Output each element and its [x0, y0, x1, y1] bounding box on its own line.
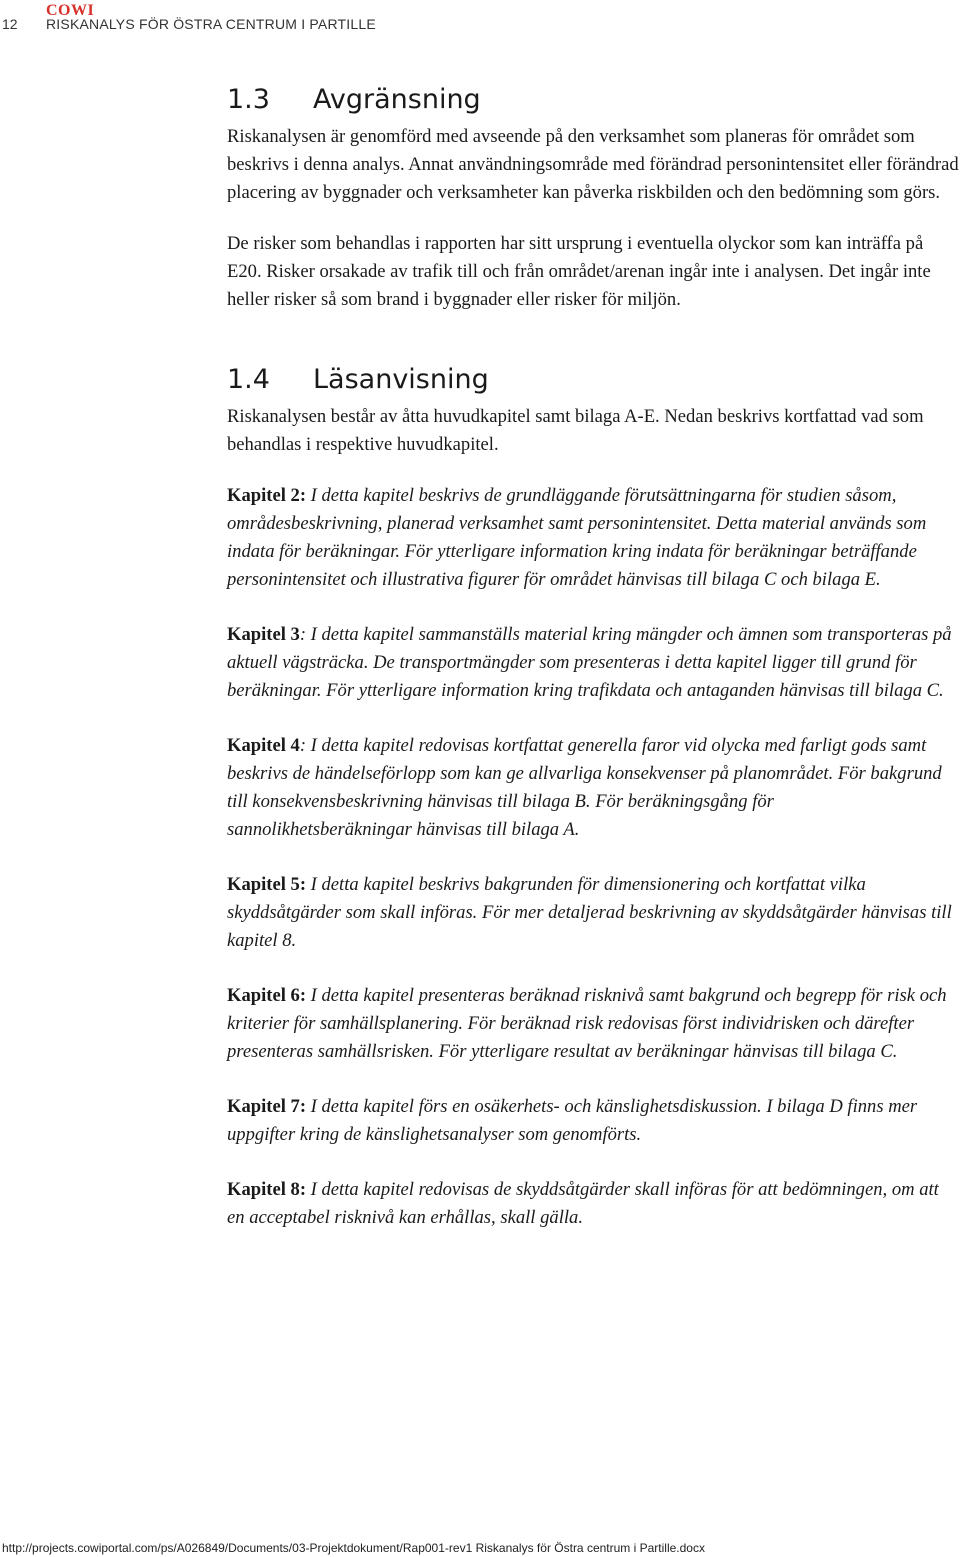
- page-header: [0, 0, 960, 40]
- chapter-label: Kapitel 2:: [227, 485, 307, 506]
- document-body: [227, 84, 960, 1259]
- chapter-summary-5: [227, 871, 960, 955]
- paragraph: De risker som behandlas i rapporten har sitt ursprung i eventuella olyckor som kan inträffa på E20. Risker orsakade av trafik till och från området/arenan ingår inte i analysen. Det ingår inte heller risker så som brand i byggnader eller risker för miljön.: [227, 233, 931, 310]
- chapter-summary-8: [227, 1176, 960, 1232]
- section-number: 1.4: [227, 364, 270, 395]
- section-title: Avgränsning: [313, 84, 481, 115]
- chapter-label: Kapitel 5:: [227, 874, 307, 895]
- chapter-summary-4: [227, 732, 960, 844]
- chapter-summary-6: [227, 982, 960, 1066]
- chapter-label: Kapitel 3: [227, 624, 300, 645]
- chapter-text: I detta kapitel presenteras beräknad risknivå samt bakgrund och begrepp för risk och kriterier för samhällsplanering. För beräknad risk redovisas först individrisken och därefter presenteras samhällsrisken. För ytterligare resultat av beräkningar hänvisas till bilaga C.: [227, 985, 947, 1062]
- section-heading-avgransning: [227, 84, 960, 115]
- paragraph: Riskanalysen är genomförd med avseende på den verksamhet som planeras för området som beskrivs i denna analys. Annat användningsområde med förändrad personintensitet eller förändrad placering av byggnader och verksamheter kan påverka riskbilden och den bedömning som görs.: [227, 126, 959, 203]
- chapter-summary-3: [227, 621, 960, 705]
- section-heading-lasanvisning: [227, 364, 960, 395]
- chapter-text: I detta kapitel redovisas de skyddsåtgärder skall införas för att bedömningen, om att en acceptabel risknivå kan erhållas, skall gälla.: [227, 1179, 939, 1228]
- chapter-label: Kapitel 8:: [227, 1179, 307, 1200]
- chapter-summary-7: [227, 1093, 960, 1149]
- page-number: 12: [2, 16, 18, 32]
- chapter-text: : I detta kapitel redovisas kortfattat generella faror vid olycka med farligt gods samt beskrivs de händelseförlopp som kan ge allvarliga konsekvenser på planområdet. För bakgrund till konsekvensbeskrivning hänvisas till bilaga B. För beräkningsgång för sannolikhetsberäkningar hänvisas till bilaga A.: [227, 735, 942, 840]
- chapter-text: : I detta kapitel sammanställs material kring mängder och ämnen som transporteras på aktuell vägsträcka. De transportmängder som presenteras i detta kapitel ligger till grund för beräkningar. För ytterligare information kring trafikdata och antaganden hänvisas till bilaga C.: [227, 624, 952, 701]
- chapter-text: I detta kapitel beskrivs de grundläggande förutsättningarna för studien såsom, områdesbeskrivning, planerad verksamhet samt personintensitet. Detta material används som indata för beräkningar. För ytterligare information kring indata för beräkningar beträffande personintensitet och illustrativa figurer för området hänvisas till bilaga C och bilaga E.: [227, 485, 927, 590]
- chapter-text: I detta kapitel förs en osäkerhets- och känslighetsdiskussion. I bilaga D finns mer uppgifter kring de känslighetsanalyser som genomförts.: [227, 1096, 918, 1145]
- chapter-label: Kapitel 4: [227, 735, 300, 756]
- document-path-footer: http://projects.cowiportal.com/ps/A026849/Documents/03-Projektdokument/Rap001-rev1 Riskanalys för Östra centrum i Partille.docx: [2, 1541, 705, 1555]
- chapter-label: Kapitel 7:: [227, 1096, 307, 1117]
- chapter-summary-2: [227, 482, 960, 594]
- running-title: RISKANALYS FÖR ÖSTRA CENTRUM I PARTILLE: [46, 16, 376, 32]
- cowi-logo: COWI: [46, 2, 95, 19]
- intro-paragraph: Riskanalysen består av åtta huvudkapitel samt bilaga A-E. Nedan beskrivs kortfattad vad som behandlas i respektive huvudkapitel.: [227, 406, 924, 455]
- section-number: 1.3: [227, 84, 270, 115]
- chapter-label: Kapitel 6:: [227, 985, 307, 1006]
- section-title: Läsanvisning: [313, 364, 489, 395]
- chapter-text: I detta kapitel beskrivs bakgrunden för dimensionering och kortfattat vilka skyddsåtgärder som skall införas. För mer detaljerad beskrivning av skyddsåtgärder hänvisas till kapitel 8.: [227, 874, 952, 951]
